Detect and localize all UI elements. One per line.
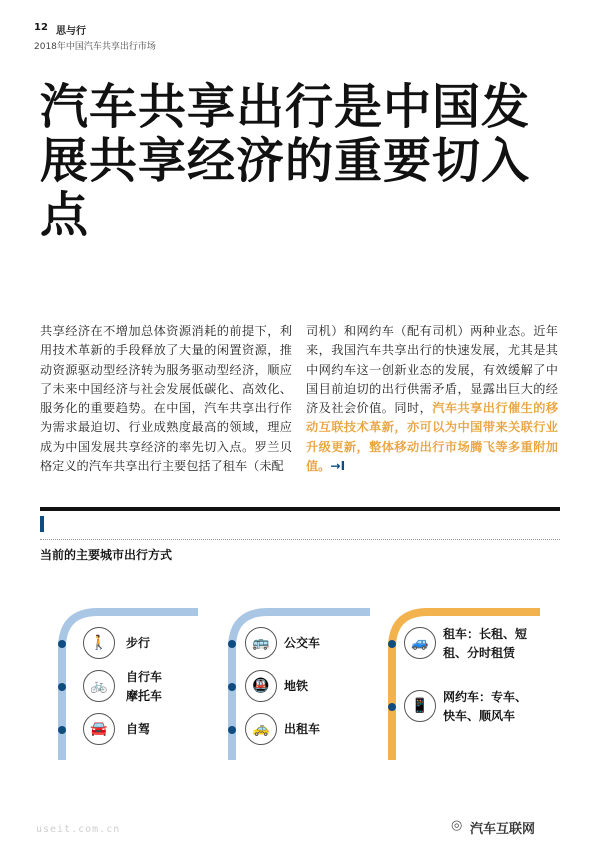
page-number: 12 [34, 22, 48, 33]
mode-subway-label: 地铁 [284, 679, 309, 693]
section-label: 思与行 [56, 26, 86, 37]
mode-bike-label: 自行车 摩托车 [126, 670, 163, 703]
title-bold-part: 汽车共享出行 [40, 79, 335, 135]
bike-icon: 🚲 [83, 670, 115, 702]
node [228, 683, 236, 691]
mode-self-drive-label: 自驾 [126, 722, 151, 736]
body-col2-text: 司机）和网约车（配有司机）两种业态。近年来，我国汽车共享出行的快速发展，尤其是其中网约车这一创新业态的发展，有效缓解了中国目前迫切的出行供需矛盾，显露出巨大的经济及社会价值。同时， [306, 324, 558, 416]
brand-name: 汽车互联网 [470, 822, 536, 837]
mode-bus-label: 公交车 [284, 636, 321, 650]
node [388, 640, 396, 648]
continue-arrow[interactable]: →I [330, 459, 346, 474]
mode-taxi-label: 出租车 [284, 722, 321, 736]
node [58, 640, 66, 648]
mode-ride-hailing-label: 网约车：专车、 快车、顺风车 [443, 690, 528, 723]
body-column-1: 共享经济在不增加总体资源消耗的前提下，利用技术革新的手段释放了大量的闲置资源，推动资源驱动型经济转为服务驱动型经济，顺应了未来中国经济与社会发展低碳化、高效化、服务化的重要趋势。在中国，汽车共享出行作为需求最迫切、行业成熟度最高的领域，理应成为中国发展共享经济的率先切入点。罗兰贝格定义的汽车共享出行主要包括了租车（未配 [40, 324, 292, 474]
bus-icon: 🚌 [245, 627, 277, 659]
taxi-icon: 🚕 [245, 713, 277, 745]
node [58, 683, 66, 691]
mode-walk-label: 步行 [126, 636, 151, 650]
ride-hailing-icon: 📱 [404, 690, 436, 722]
node [228, 640, 236, 648]
car-rental-icon: 🚙 [404, 627, 436, 659]
watermark: useit.com.cn [36, 824, 121, 835]
chat-bubble-icon: ◎ [451, 818, 463, 833]
subway-icon: 🚇 [245, 670, 277, 702]
walk-icon: 🚶 [83, 627, 115, 659]
body-col2-highlight: 汽车共享出行催生的移动互联技术革新，亦可以为中国带来关联行业升级更新，整体移动出行市场腾飞等多重附加值。 [306, 401, 559, 474]
node [58, 726, 66, 734]
node [228, 726, 236, 734]
section-title: 当前的主要城市出行方式 [40, 548, 173, 562]
car-icon: 🚘 [83, 713, 115, 745]
report-subtitle: 2018年中国汽车共享出行市场 [34, 42, 156, 52]
node [388, 703, 396, 711]
title-rest: 是中国发展共享经济的重要切入点 [40, 79, 531, 243]
mode-rental-label: 租车：长租、短 租、分时租赁 [443, 627, 528, 660]
